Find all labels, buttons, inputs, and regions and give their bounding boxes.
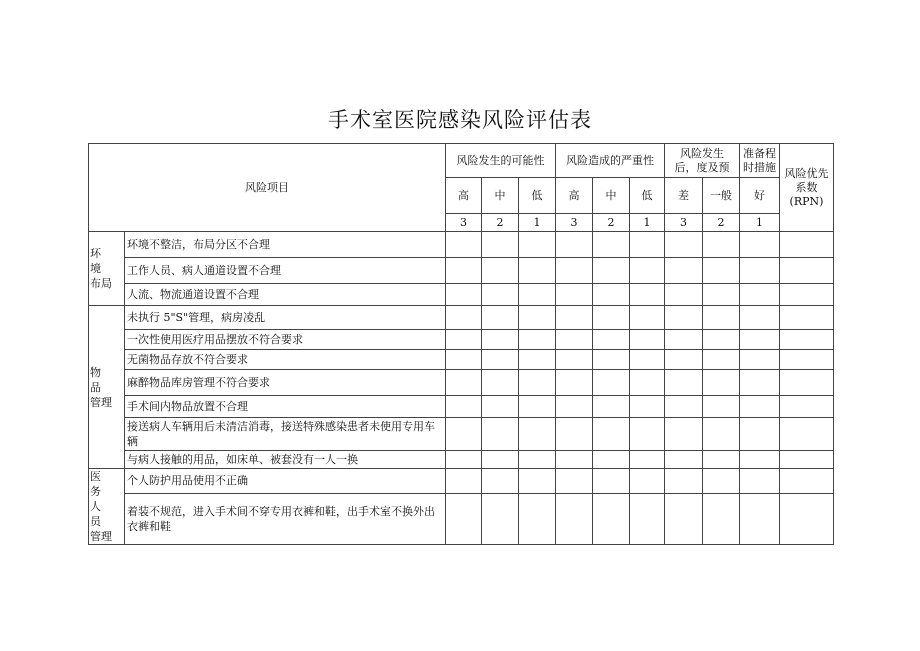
header-detectability-line2: 后，度及预 — [674, 160, 730, 174]
risk-assessment-table — [88, 143, 834, 545]
score-cell: 2 — [482, 214, 519, 232]
score-cell: 2 — [593, 214, 630, 232]
level-cell: 高 — [446, 178, 482, 214]
level-cell: 中 — [482, 178, 519, 214]
table-row — [89, 494, 834, 545]
level-cell: 高 — [556, 178, 593, 214]
category-label-line3: 管理 — [90, 530, 112, 543]
score-cell: 2 — [703, 214, 740, 232]
header-risk-item: 风险项目 — [89, 144, 446, 232]
level-cell: 低 — [630, 178, 665, 214]
table-row — [89, 396, 834, 418]
header-detectability — [665, 144, 740, 178]
risk-item: 麻醉物品库房管理不符合要求 — [125, 370, 446, 396]
score-cell: 1 — [519, 214, 556, 232]
header-rpn-line2: 系数(RPN) — [789, 180, 824, 208]
table-row — [89, 370, 834, 396]
category-label-line1: 环境 — [90, 247, 109, 275]
risk-item: 个人防护用品使用不正确 — [125, 469, 446, 494]
category-environment — [89, 232, 125, 306]
header-preparedness-line2: 时措施 — [743, 160, 776, 174]
table-row — [89, 469, 834, 494]
header-detectability-line1: 风险发生 — [680, 146, 724, 160]
category-label-line1: 医务 — [90, 470, 109, 498]
level-cell: 差 — [665, 178, 703, 214]
header-rpn — [780, 144, 834, 232]
header-likelihood: 风险发生的可能性 — [446, 144, 556, 178]
category-label-line2: 布局 — [90, 277, 112, 290]
header-preparedness-line1: 准备程 — [743, 146, 776, 160]
level-cell: 中 — [593, 178, 630, 214]
risk-item: 接送病人车辆用后未清洁消毒，接送特殊感染患者未使用专用车辆 — [125, 418, 446, 451]
risk-item: 人流、物流通道设置不合理 — [125, 284, 446, 306]
table-row — [89, 330, 834, 350]
score-cell: 3 — [665, 214, 703, 232]
table-row — [89, 451, 834, 469]
risk-item: 工作人员、病人通道设置不合理 — [125, 258, 446, 284]
document-title: 手术室医院感染风险评估表 — [328, 108, 592, 132]
category-supplies — [89, 306, 125, 469]
header-preparedness — [740, 144, 780, 178]
category-label-line2: 管理 — [90, 395, 112, 409]
score-cell: 3 — [556, 214, 593, 232]
score-cell: 3 — [446, 214, 482, 232]
risk-item: 手术间内物品放置不合理 — [125, 396, 446, 418]
table-row — [89, 350, 834, 370]
table-row — [89, 306, 834, 330]
risk-item: 未执行 5"S"管理，病房凌乱 — [125, 306, 446, 330]
level-cell: 低 — [519, 178, 556, 214]
risk-item: 与病人接触的用品，如床单、被套没有一人一换 — [125, 451, 446, 469]
level-cell: 一般 — [703, 178, 740, 214]
table-row — [89, 258, 834, 284]
category-label-line2: 人员 — [90, 500, 109, 528]
risk-item: 着装不规范，进入手术间不穿专用衣裤和鞋，出手术室不换外出衣裤和鞋 — [125, 494, 446, 545]
risk-item: 无菌物品存放不符合要求 — [125, 350, 446, 370]
risk-item: 环境不整洁，布局分区不合理 — [125, 232, 446, 258]
table-row — [89, 284, 834, 306]
table-row — [89, 232, 834, 258]
header-rpn-line1: 风险优先 — [784, 166, 829, 180]
level-cell: 好 — [740, 178, 780, 214]
table-row — [89, 418, 834, 451]
header-severity: 风险造成的严重性 — [556, 144, 665, 178]
score-cell: 1 — [630, 214, 665, 232]
score-cell: 1 — [740, 214, 780, 232]
risk-item: 一次性使用医疗用品摆放不符合要求 — [125, 330, 446, 350]
category-staff — [89, 469, 125, 545]
category-label-line1: 物品 — [90, 365, 109, 394]
